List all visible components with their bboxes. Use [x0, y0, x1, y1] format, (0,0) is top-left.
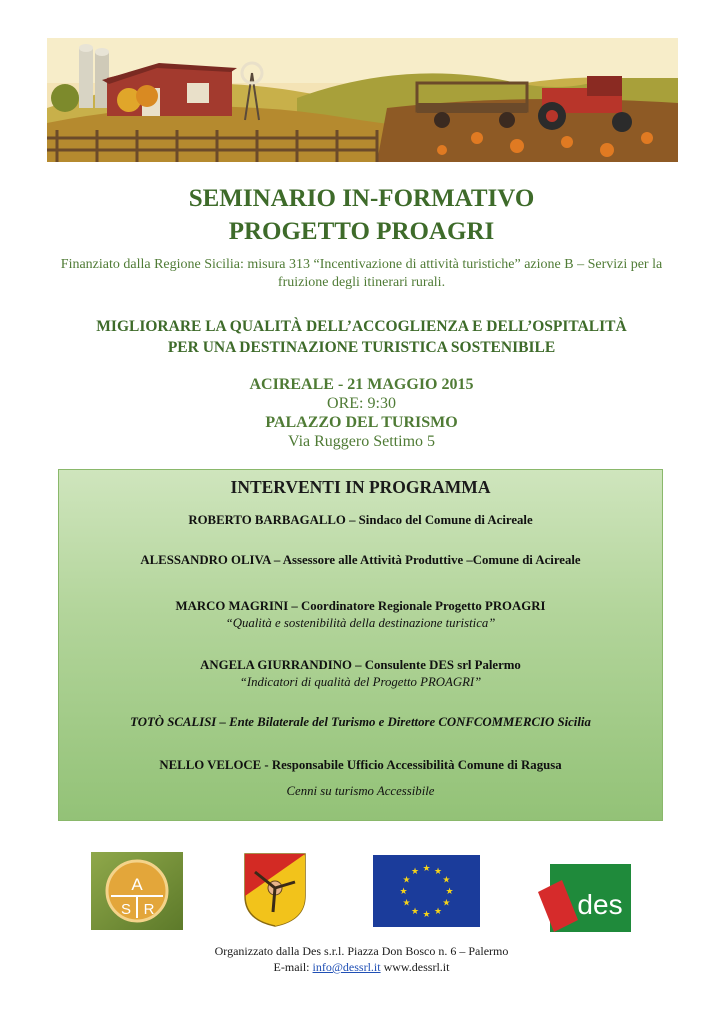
- eu-star-icon: ★: [442, 898, 451, 909]
- speaker-item: [59, 598, 662, 632]
- eu-star-icon: ★: [402, 898, 411, 909]
- title-line-2: PROGETTO PROAGRI: [228, 218, 495, 245]
- subtitle-line-2: fruizione degli itinerari rurali.: [277, 275, 446, 290]
- speaker-item: [59, 657, 662, 691]
- event-time: ORE: 9:30: [327, 395, 396, 412]
- speaker-name: ROBERTO BARBAGALLO – Sindaco del Comune di Acireale: [188, 513, 533, 527]
- eu-star-icon: ★: [402, 875, 411, 886]
- asr-logo: [91, 852, 183, 930]
- speaker-name: MARCO MAGRINI – Coordinatore Regionale Progetto PROAGRI: [175, 599, 546, 613]
- footer-organizer: Organizzato dalla Des s.r.l. Piazza Don Bosco n. 6 – Palermo: [214, 944, 509, 958]
- eu-star-icon: ★: [399, 887, 408, 897]
- des-logo-text: des: [577, 889, 623, 920]
- eu-star-icon: ★: [433, 867, 443, 878]
- footer-contact: [0, 959, 723, 975]
- title-line-1: SEMINARIO IN-FORMATIVO: [188, 185, 535, 212]
- eu-star-icon: ★: [410, 867, 420, 878]
- program-box: [58, 469, 663, 821]
- speaker-topic: “Qualità e sostenibilità della destinazione turistica”: [225, 616, 496, 630]
- event-address: Via Ruggero Settimo 5: [287, 433, 436, 450]
- farm-banner: [47, 38, 678, 162]
- speaker-item: [59, 512, 662, 529]
- speaker-item: [59, 714, 662, 731]
- event-info: [0, 375, 723, 451]
- eu-star-icon: ★: [442, 875, 451, 886]
- headline-line-2: PER UNA DESTINAZIONE TURISTICA SOSTENIBILE: [167, 339, 556, 356]
- seminar-title: [0, 182, 723, 248]
- asr-letter-top: A: [131, 875, 143, 894]
- headline-line-1: MIGLIORARE LA QUALITÀ DELL’ACCOGLIENZA E DELL’OSPITALITÀ: [96, 318, 627, 335]
- eu-star-icon: ★: [422, 864, 431, 874]
- speaker-item: [59, 757, 662, 800]
- event-place-date: ACIREALE - 21 MAGGIO 2015: [249, 376, 474, 393]
- footer: [0, 943, 723, 975]
- speaker-name: NELLO VELOCE - Responsabile Ufficio Accessibilità Comune di Ragusa: [159, 758, 562, 772]
- event-venue: PALAZZO DEL TURISMO: [265, 414, 458, 431]
- eu-star-icon: ★: [422, 910, 431, 920]
- speaker-topic: Cenni su turismo Accessibile: [286, 784, 435, 798]
- speaker-name: TOTÒ SCALISI – Ente Bilaterale del Turismo e Direttore CONFCOMMERCIO Sicilia: [130, 715, 591, 729]
- website-text: www.dessrl.it: [380, 960, 450, 974]
- eu-star-icon: ★: [410, 906, 420, 917]
- eu-flag: [373, 855, 480, 927]
- eu-star-icon: ★: [433, 906, 443, 917]
- email-label: E-mail:: [273, 960, 313, 974]
- email-link[interactable]: info@dessrl.it: [312, 960, 381, 974]
- des-logo: [536, 864, 631, 932]
- speaker-name: ALESSANDRO OLIVA – Assessore alle Attività Produttive –Comune di Acireale: [140, 553, 581, 567]
- subtitle-line-1: Finanziato dalla Regione Sicilia: misura 313 “Incentivazione di attività turistiche” azione B – Servizi per la: [60, 257, 663, 272]
- speaker-item: [59, 552, 662, 569]
- eu-star-icon: ★: [445, 887, 454, 897]
- asr-letter-right: R: [143, 901, 155, 918]
- program-title: INTERVENTI IN PROGRAMMA: [230, 477, 491, 497]
- seminar-headline: [0, 316, 723, 358]
- speaker-name: ANGELA GIURRANDINO – Consulente DES srl Palermo: [200, 658, 521, 672]
- sicily-region-crest: [243, 852, 307, 928]
- asr-letter-left: S: [120, 901, 132, 918]
- speaker-topic: “Indicatori di qualità del Progetto PROAGRI”: [239, 675, 482, 689]
- funding-subtitle: [40, 256, 683, 292]
